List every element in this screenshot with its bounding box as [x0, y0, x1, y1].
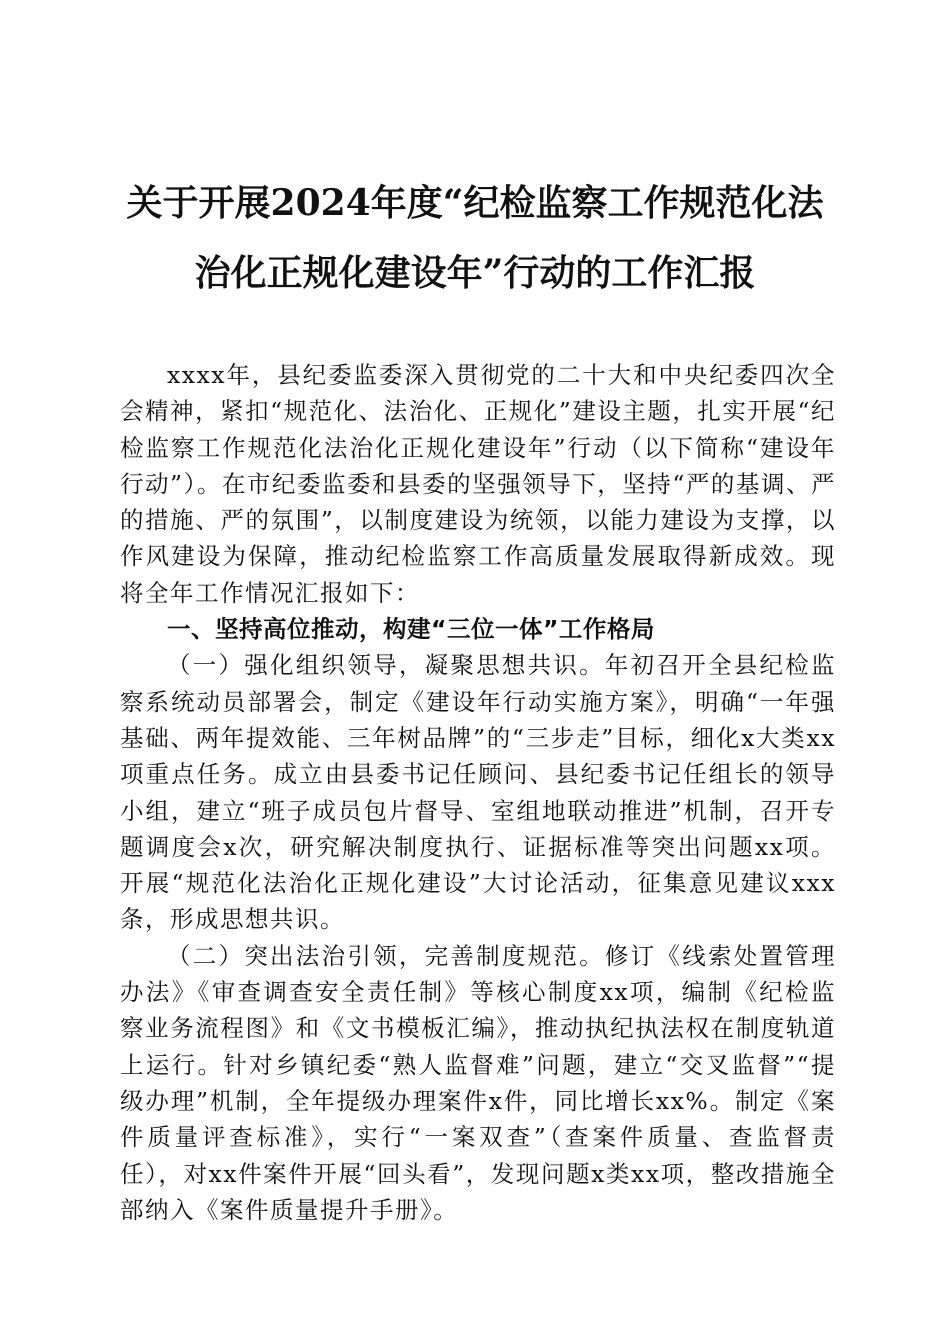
- document-body: [120, 357, 836, 1228]
- intro-paragraph: xxxx年，县纪委监委深入贯彻党的二十大和中央纪委四次全会精神，紧扣“规范化、法治化、正规化”建设主题，扎实开展“纪检监察工作规范化法治化正规化建设年”行动（以下简称“建设年行动”）。在市纪委监委和县委的坚强领导下，坚持“严的基调、严的措施、严的氛围”，以制度建设为统领，以能力建设为支撑，以作风建设为保障，推动纪检监察工作高质量发展取得新成效。现将全年工作情况汇报如下：: [120, 361, 836, 607]
- section-1-paragraph-2: （二）突出法治引领，完善制度规范。修订《线索处置管理办法》《审查调查安全责任制》等核心制度xx项，编制《纪检监察业务流程图》和《文书模板汇编》，推动执纪执法权在制度轨道上运行。针对乡镇纪委“熟人监督难”问题，建立“交叉监督”“提级办理”机制，全年提级办理案件x件，同比增长xx%。制定《案件质量评查标准》，实行“一案双查”（查案件质量、查监督责任），对xx件案件开展“回头看”，发现问题x类xx项，整改措施全部纳入《案件质量提升手册》。: [120, 941, 836, 1224]
- section-1-paragraph-1: （一）强化组织领导，凝聚思想共识。年初召开全县纪检监察系统动员部署会，制定《建设年行动实施方案》，明确“一年强基础、两年提效能、三年树品牌”的“三步走”目标，细化x大类xx项重点任务。成立由县委书记任顾问、县纪委书记任组长的领导小组，建立“班子成员包片督导、室组地联动推进”机制，召开专题调度会x次，研究解决制度执行、证据标准等突出问题xx项。开展“规范化法治化正规化建设”大讨论活动，征集意见建议xxx条，形成思想共识。: [120, 651, 836, 934]
- title-line-1: 关于开展2024年度“纪检监察工作规范化法: [126, 182, 824, 224]
- title-line-2: 治化正规化建设年”行动的工作汇报: [194, 252, 756, 294]
- section-1-heading: 一、坚持高位推动，构建“三位一体”工作格局: [167, 615, 655, 644]
- document-title: [100, 168, 850, 308]
